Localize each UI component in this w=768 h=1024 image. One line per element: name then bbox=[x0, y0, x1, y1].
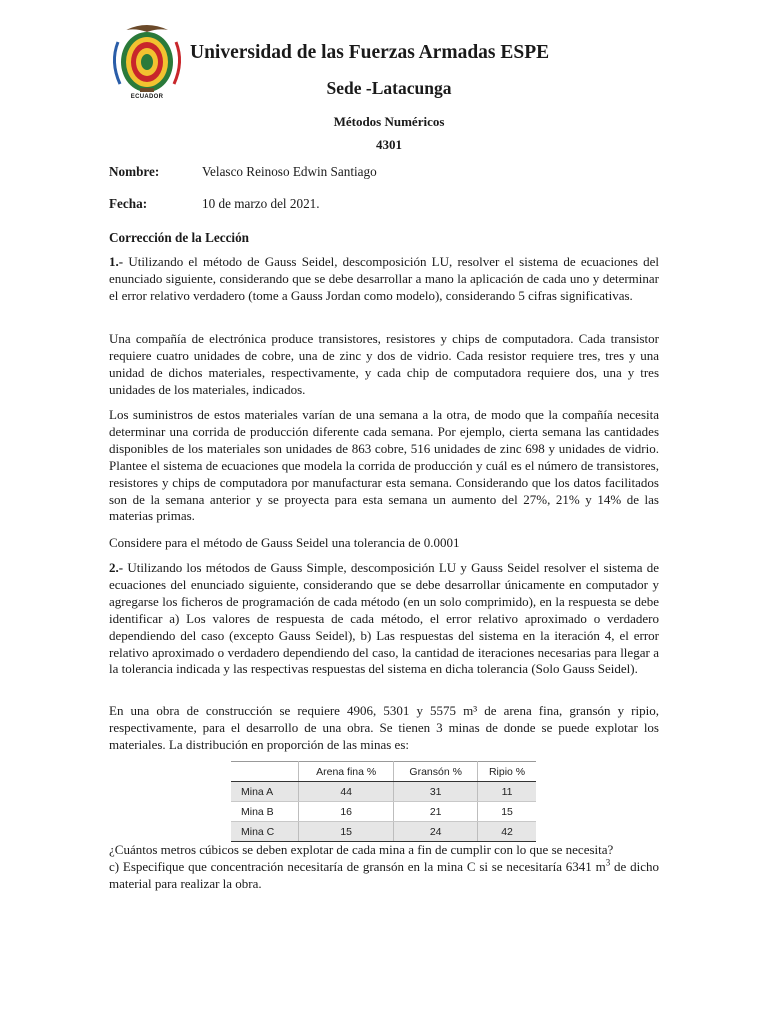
table-cell: 11 bbox=[478, 782, 536, 802]
course-name: Métodos Numéricos bbox=[333, 114, 445, 129]
fecha-label: Fecha: bbox=[109, 196, 148, 211]
table-cell: Mina B bbox=[231, 802, 299, 822]
question-2-text: Utilizando los métodos de Gauss Simple, descomposición LU y Gauss Seidel resolver el sistema de ecuaciones del enunciado siguiente, considerando que se debe desarrollar únicamente en computador y agregarse los ficheros de programación de cada método (en un solo comprimido), en la respuesta se debe identificar a) Los valores de respuesta de cada método, el error relativo aproximado o verdadero dependiendo del caso (excepto Gauss Seidel), b) Las respuestas del sistema en la iteración 4, el error relativo aproximado o verdadero dependiendo del caso, la cantidad de iteraciones necesarias para llegar a la tolerancia indicada y las respectivas respuestas del sistema en dicha tolerancia (Solo Gauss Seidel). bbox=[109, 560, 659, 677]
mines-distribution-table bbox=[231, 761, 536, 842]
paragraph-text: Considere para el método de Gauss Seidel una tolerancia de 0.0001 bbox=[109, 535, 460, 550]
question-2-intro bbox=[109, 560, 659, 678]
course-code: 4301 bbox=[376, 137, 402, 152]
section-heading: Corrección de la Lección bbox=[109, 230, 250, 245]
table-cell: 15 bbox=[299, 822, 394, 842]
table-header-cell: Arena fina % bbox=[299, 762, 394, 782]
question-2-part-c bbox=[109, 859, 659, 893]
question-1-paragraph-2 bbox=[109, 331, 659, 399]
question-2-paragraph-2 bbox=[109, 703, 659, 754]
campus-title: Sede -Latacunga bbox=[326, 78, 452, 98]
table-row bbox=[231, 822, 536, 842]
table-cell: Mina C bbox=[231, 822, 299, 842]
question-1-text: Utilizando el método de Gauss Seidel, descomposición LU, resolver el sistema de ecuaciones del enunciado siguiente, considerando que se debe desarrollar a mano la aplicación de cada uno y determinar el error relativo verdadero (tome a Gauss Jordan como modelo), considerando 5 cifras significativas. bbox=[109, 254, 659, 303]
table-cell: 42 bbox=[478, 822, 536, 842]
fecha-value: 10 de marzo del 2021. bbox=[202, 196, 320, 211]
university-title: Universidad de las Fuerzas Armadas ESPE bbox=[190, 42, 550, 63]
table-row bbox=[231, 802, 536, 822]
question-1-intro bbox=[109, 254, 659, 305]
paragraph-text: Los suministros de estos materiales varían de una semana a la otra, de modo que la compañía necesita determinar una corrida de producción diferente cada semana. Por ejemplo, cierta semana las cantidades disponibles de los materiales son unidades de 863 cobre, 516 unidades de zinc 698 y unidades de vidrio. Plantee el sistema de ecuaciones que modela la corrida de producción y cuál es el número de transistores, resistores y chips de computadora por manufacturar esta semana. Considerando que los datos facilitados son de la semana anterior y se proyecta para esta semana un aumento del 27%, 21% y 14% de las materias primas. bbox=[109, 407, 659, 524]
paragraph-text: En una obra de construcción se requiere 4906, 5301 y 5575 m³ de arena fina, gransón y ripio, respectivamente, para el desarrollo de una obra. Se tienen 3 minas de donde se puede explotar los materiales. La distribución en proporción de las minas es: bbox=[109, 703, 659, 752]
part-c-text-end: de dicho material para realizar la obra. bbox=[109, 859, 659, 891]
crest-caption: ECUADOR bbox=[130, 94, 164, 100]
table-cell: 24 bbox=[394, 822, 478, 842]
table-cell: Mina A bbox=[231, 782, 299, 802]
part-c-text: c) Especifique que concentración necesitaría de gransón en la mina C si se necesitaría 6341 m bbox=[109, 859, 606, 874]
question-1-number: 1.- bbox=[109, 254, 124, 269]
table-cell: 21 bbox=[394, 802, 478, 822]
question-1-paragraph-3 bbox=[109, 407, 659, 525]
paragraph-text: Una compañía de electrónica produce transistores, resistores y chips de computadora. Cada transistor requiere cuatro unidades de cobre, una de zinc y dos de vidrio. Cada resistor requiere tres, tres y una unidad de dichos materiales, respectivamente, y cada chip de computadora requiere dos, una y tres unidades de los materiales, indicados. bbox=[109, 331, 659, 397]
table-cell: 31 bbox=[394, 782, 478, 802]
table-cell: 16 bbox=[299, 802, 394, 822]
table-header-cell bbox=[231, 762, 299, 782]
table-row bbox=[231, 782, 536, 802]
paragraph-text: ¿Cuántos metros cúbicos se deben explotar de cada mina a fin de cumplir con lo que se necesita? bbox=[109, 842, 614, 857]
question-2-question-line bbox=[109, 842, 659, 859]
question-2-number: 2.- bbox=[109, 560, 124, 575]
table-header-cell: Ripio % bbox=[478, 762, 536, 782]
table-header-row bbox=[231, 762, 536, 782]
question-1-tolerance bbox=[109, 535, 659, 552]
table-cell: 15 bbox=[478, 802, 536, 822]
nombre-label: Nombre: bbox=[109, 164, 160, 179]
nombre-value: Velasco Reinoso Edwin Santiago bbox=[202, 164, 377, 179]
table-cell: 44 bbox=[299, 782, 394, 802]
superscript-3: 3 bbox=[605, 857, 611, 868]
table-header-cell: Gransón % bbox=[394, 762, 478, 782]
